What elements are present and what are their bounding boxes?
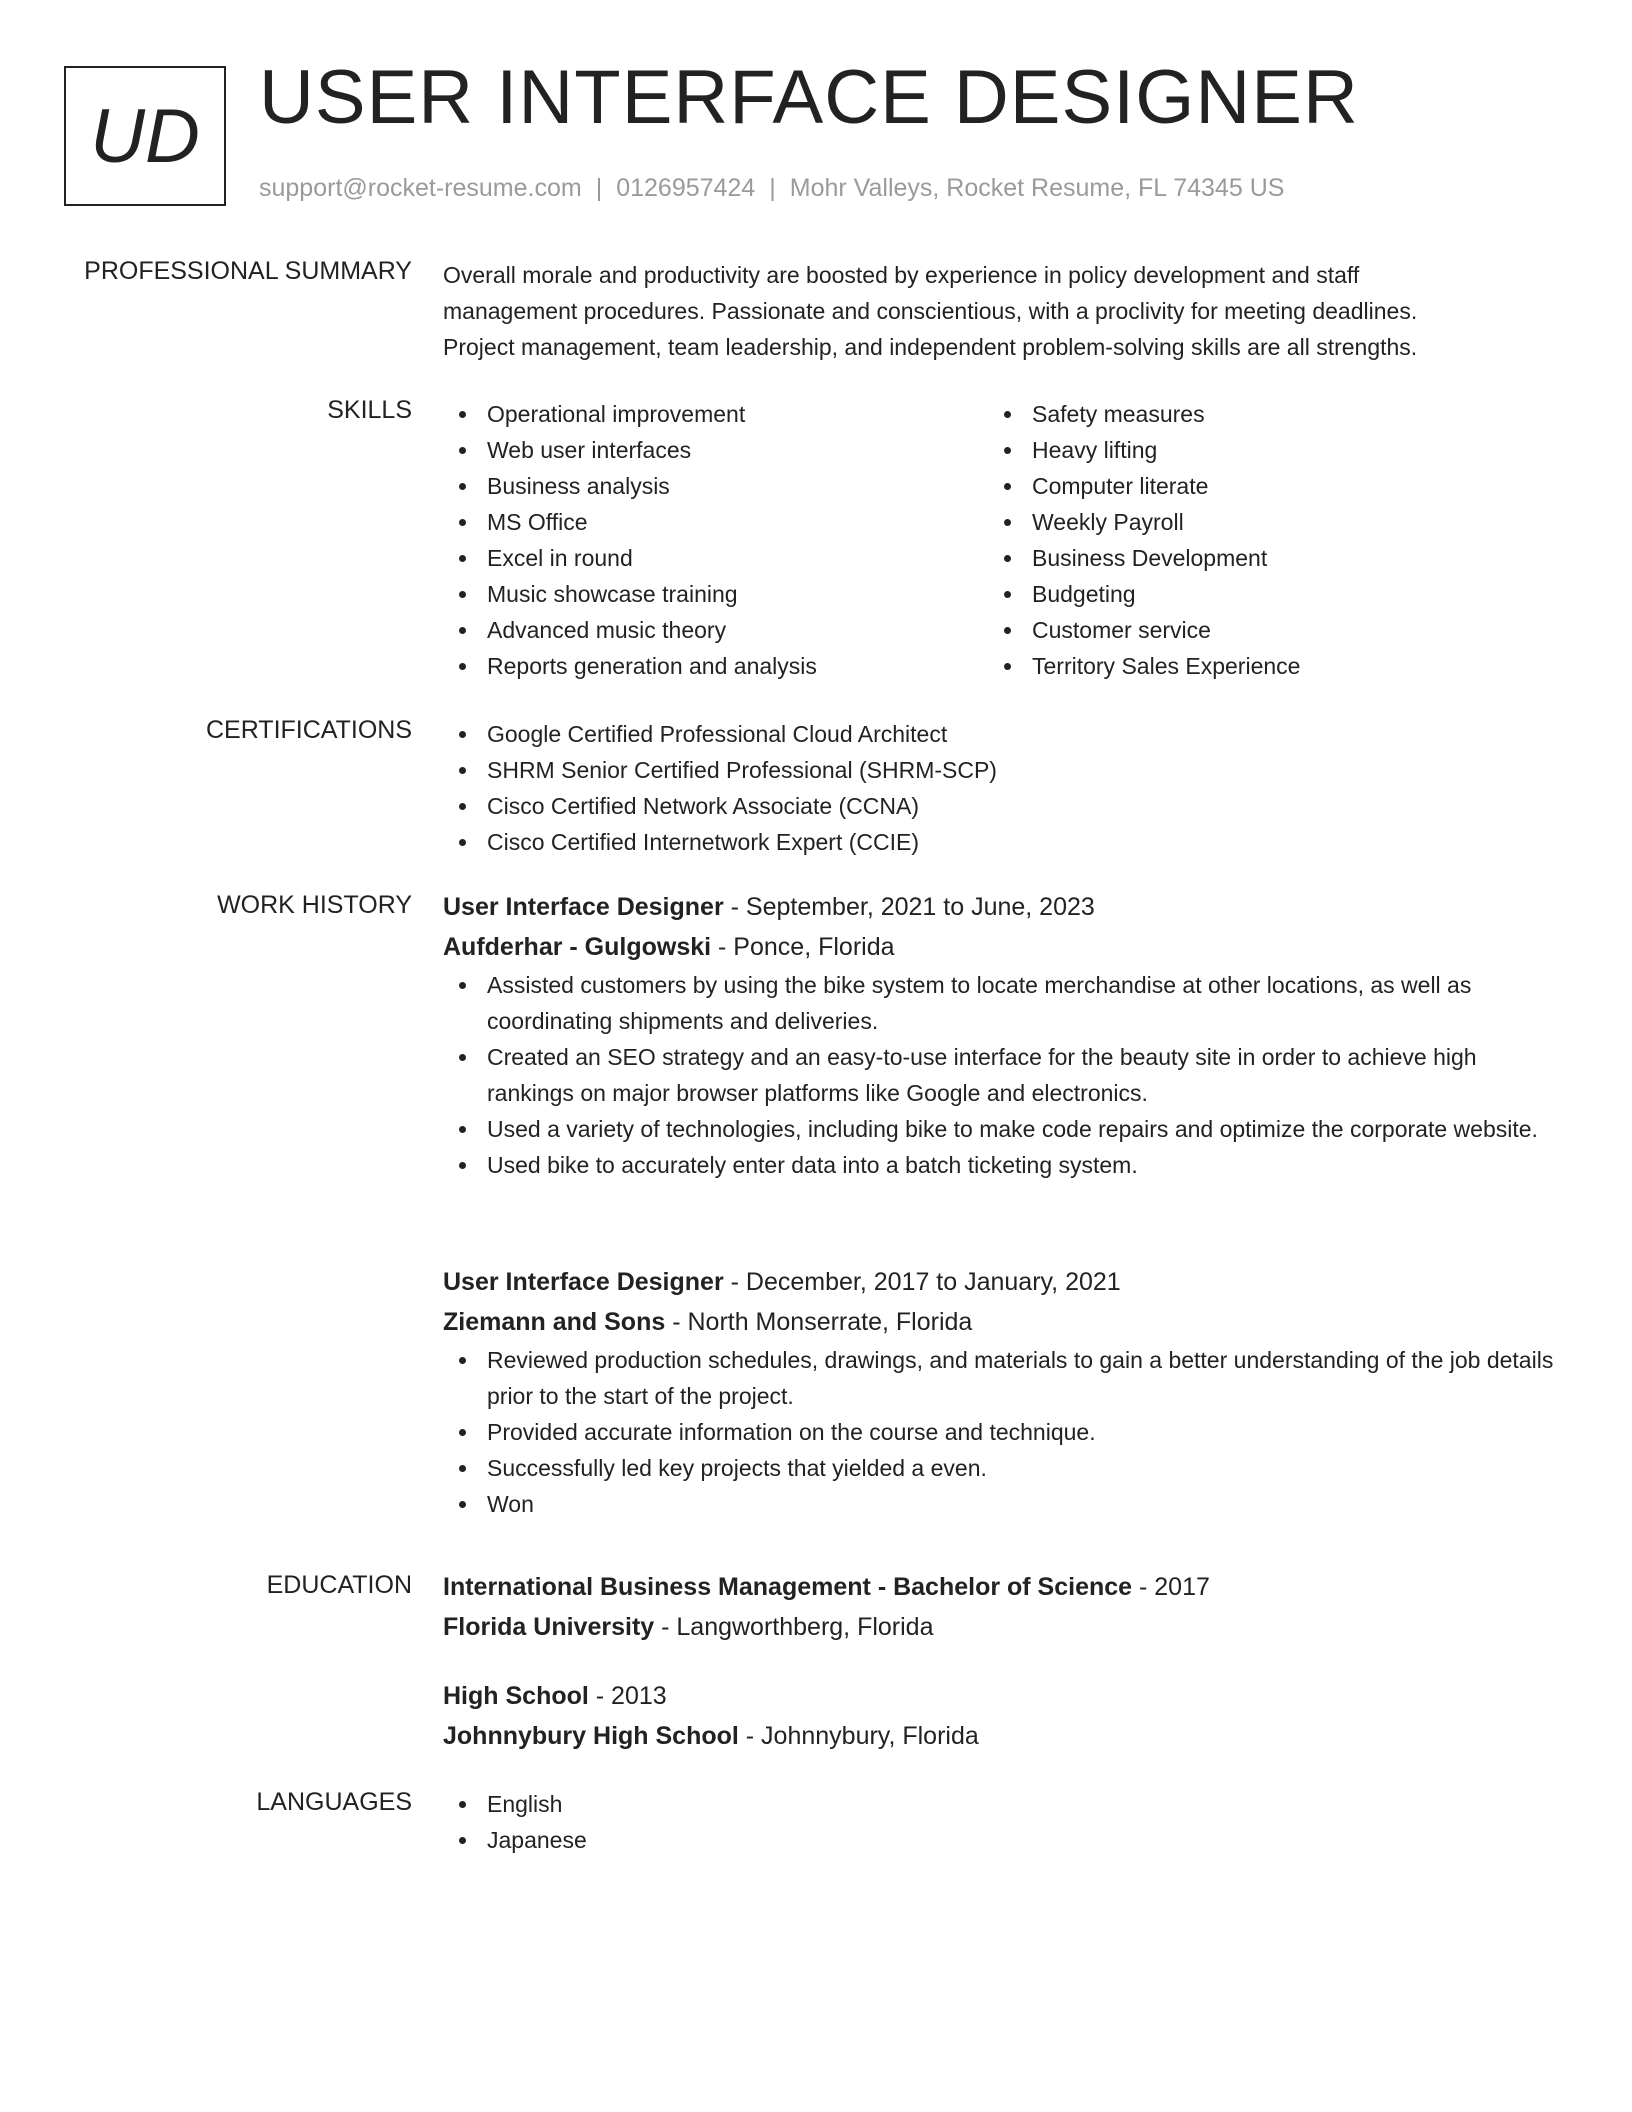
skill-item: Heavy lifting bbox=[988, 432, 1533, 468]
monogram-logo: UD bbox=[64, 66, 226, 206]
skill-item: Weekly Payroll bbox=[988, 504, 1533, 540]
languages-list bbox=[443, 1786, 1563, 1858]
contact-email[interactable]: support@rocket-resume.com bbox=[259, 174, 582, 202]
section-label-languages: LANGUAGES bbox=[256, 1788, 412, 1816]
degree: High School bbox=[443, 1682, 589, 1710]
job-location: - North Monserrate, Florida bbox=[665, 1308, 973, 1336]
degree-line bbox=[443, 1567, 1563, 1607]
job-dates: - September, 2021 to June, 2023 bbox=[723, 893, 1095, 921]
job-title: User Interface Designer bbox=[443, 893, 724, 921]
certification-item: Google Certified Professional Cloud Architect bbox=[443, 716, 1563, 752]
contact-address: Mohr Valleys, Rocket Resume, FL 74345 US bbox=[789, 174, 1285, 202]
job-bullet: Created an SEO strategy and an easy-to-use interface for the beauty site in order to achieve high rankings on major browser platforms like Google and electronics. bbox=[443, 1039, 1563, 1111]
job-bullets bbox=[443, 967, 1563, 1183]
skill-item: Operational improvement bbox=[443, 396, 988, 432]
school-location: - Johnnybury, Florida bbox=[738, 1722, 979, 1750]
job-company-line bbox=[443, 1302, 1563, 1342]
job-title-line bbox=[443, 887, 1563, 927]
section-label-skills: SKILLS bbox=[327, 396, 412, 424]
section-label-certifications: CERTIFICATIONS bbox=[205, 716, 412, 744]
school-line bbox=[443, 1716, 1563, 1756]
work-entry bbox=[443, 1262, 1563, 1522]
job-bullet: Assisted customers by using the bike system to locate merchandise at other locations, as well as coordinating shipments and deliveries. bbox=[443, 967, 1563, 1039]
summary-line: Overall morale and productivity are boosted by experience in policy development and staff bbox=[443, 262, 1360, 288]
certification-item: Cisco Certified Network Associate (CCNA) bbox=[443, 788, 1563, 824]
summary-line: Project management, team leadership, and independent problem-solving skills are all strengths. bbox=[443, 334, 1418, 360]
skill-item: Customer service bbox=[988, 612, 1533, 648]
job-bullet: Reviewed production schedules, drawings, and materials to gain a better understanding of the job details prior to the start of the project. bbox=[443, 1342, 1563, 1414]
skill-item: Safety measures bbox=[988, 396, 1533, 432]
contact-phone[interactable]: 0126957424 bbox=[616, 174, 756, 202]
skill-item: Budgeting bbox=[988, 576, 1533, 612]
school: Johnnybury High School bbox=[443, 1722, 739, 1750]
job-title-line bbox=[443, 1262, 1563, 1302]
skill-item: Business analysis bbox=[443, 468, 988, 504]
job-dates: - December, 2017 to January, 2021 bbox=[723, 1268, 1121, 1296]
skills-column-left bbox=[443, 396, 988, 684]
section-label-summary: PROFESSIONAL SUMMARY bbox=[84, 257, 412, 285]
contact-separator: | bbox=[769, 174, 776, 202]
certification-item: Cisco Certified Internetwork Expert (CCIE) bbox=[443, 824, 1563, 860]
summary-line: management procedures. Passionate and conscientious, with a proclivity for meeting deadlines. bbox=[443, 298, 1418, 324]
school: Florida University bbox=[443, 1613, 655, 1641]
job-company: Aufderhar - Gulgowski bbox=[443, 933, 712, 961]
skill-item: Advanced music theory bbox=[443, 612, 988, 648]
degree-year: - 2013 bbox=[588, 1682, 667, 1710]
skills-list bbox=[443, 396, 1563, 684]
skills-column-right bbox=[988, 396, 1533, 684]
job-bullet: Won bbox=[443, 1486, 1563, 1522]
job-bullets bbox=[443, 1342, 1563, 1522]
job-location: - Ponce, Florida bbox=[711, 933, 895, 961]
certification-item: SHRM Senior Certified Professional (SHRM-SCP) bbox=[443, 752, 1563, 788]
skill-item: Business Development bbox=[988, 540, 1533, 576]
section-label-education: EDUCATION bbox=[266, 1571, 412, 1599]
job-company: Ziemann and Sons bbox=[443, 1308, 666, 1336]
work-entry bbox=[443, 887, 1563, 1183]
language-item: English bbox=[443, 1786, 1563, 1822]
section-label-work: WORK HISTORY bbox=[217, 891, 412, 919]
job-bullet: Successfully led key projects that yielded a even. bbox=[443, 1450, 1563, 1486]
skill-item: Computer literate bbox=[988, 468, 1533, 504]
job-company-line bbox=[443, 927, 1563, 967]
page-title: USER INTERFACE DESIGNER bbox=[259, 55, 1359, 140]
contact-separator: | bbox=[595, 174, 603, 202]
degree-line bbox=[443, 1676, 1563, 1716]
degree: International Business Management - Bachelor of Science bbox=[443, 1573, 1133, 1601]
certifications-list bbox=[443, 716, 1563, 860]
language-item: Japanese bbox=[443, 1822, 1563, 1858]
job-bullet: Provided accurate information on the course and technique. bbox=[443, 1414, 1563, 1450]
job-title: User Interface Designer bbox=[443, 1268, 724, 1296]
degree-year: - 2017 bbox=[1132, 1573, 1210, 1601]
education-entry bbox=[443, 1676, 1563, 1756]
skill-item: Music showcase training bbox=[443, 576, 988, 612]
skill-item: MS Office bbox=[443, 504, 988, 540]
school-line bbox=[443, 1607, 1563, 1647]
job-bullet: Used bike to accurately enter data into a batch ticketing system. bbox=[443, 1147, 1563, 1183]
education-entry bbox=[443, 1567, 1563, 1647]
contact-line bbox=[259, 174, 1284, 203]
skill-item: Excel in round bbox=[443, 540, 988, 576]
job-bullet: Used a variety of technologies, including bike to make code repairs and optimize the corporate website. bbox=[443, 1111, 1563, 1147]
skill-item: Territory Sales Experience bbox=[988, 648, 1533, 684]
school-location: - Langworthberg, Florida bbox=[654, 1613, 934, 1641]
skill-item: Web user interfaces bbox=[443, 432, 988, 468]
summary-text bbox=[443, 257, 1563, 365]
skill-item: Reports generation and analysis bbox=[443, 648, 988, 684]
